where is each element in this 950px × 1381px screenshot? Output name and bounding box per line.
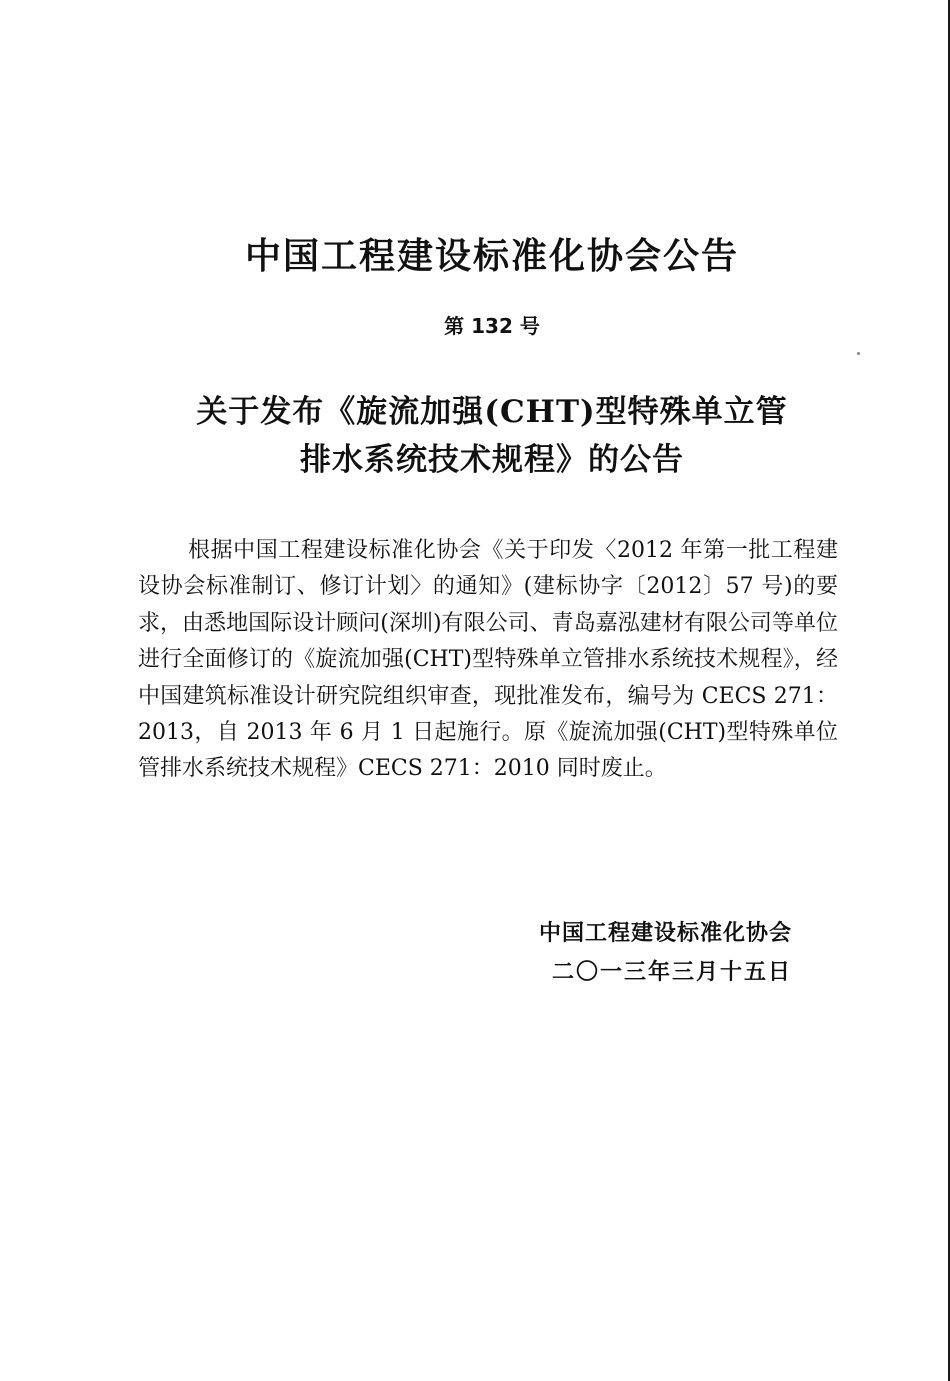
subtitle-line-2: 排水系统技术规程》的公告	[300, 442, 684, 478]
announcement-number: 第 132 号	[444, 314, 540, 338]
announcement-body: 根据中国工程建设标准化协会《关于印发〈2012 年第一批工程建设协会标准制订、修订计划〉的通知》(建标协字〔2012〕57 号)的要求，由悉地国际设计顾问(深圳)有限公司、青岛嘉泓建材有限公司等单位进行全面修订的《旋流加强(CHT)型特殊单立管排水系统技术规程》，经中国建筑标准设计研究院组织审查，现批准发布，编号为 CECS 271：2013，自 2013 年 6 月 1 日起施行。原《旋流加强(CHT)型特殊单位管排水系统技术规程》CECS 271：2010 同时废止。	[138, 538, 838, 782]
scan-speck	[857, 352, 860, 355]
announcement-title: 中国工程建设标准化协会公告	[244, 236, 739, 277]
signature-date: 二〇一三年三月十五日	[551, 960, 792, 985]
subtitle-line-1: 关于发布《旋流加强(CHT)型特殊单立管	[196, 394, 788, 430]
signature-organization: 中国工程建设标准化协会	[538, 921, 792, 946]
